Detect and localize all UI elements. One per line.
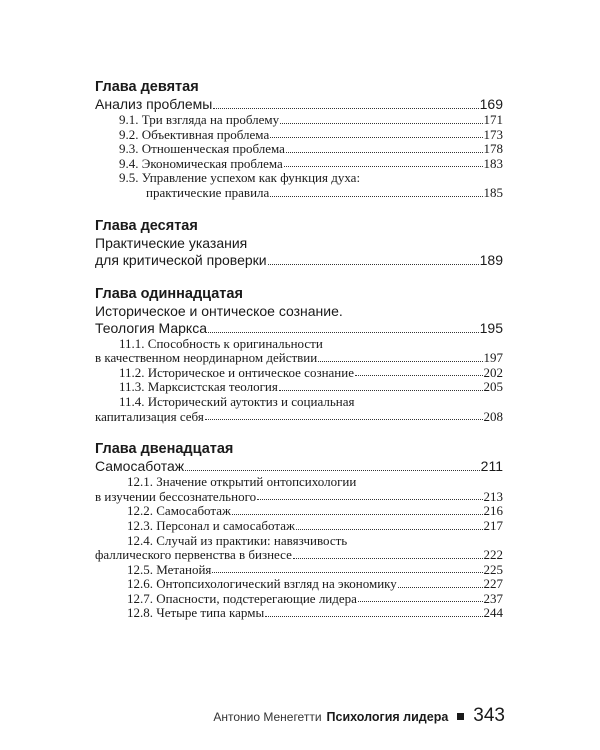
- toc-subsection-entry: [95, 592, 503, 607]
- toc-subsection-entry: [95, 128, 503, 143]
- dot-leader: [355, 375, 483, 376]
- toc-entry-text: 12.7. Опасности, подстерегающие лидера: [127, 590, 357, 606]
- toc-entry-line: [95, 157, 503, 172]
- table-of-contents: [95, 78, 503, 621]
- toc-page-number: 169: [479, 96, 503, 112]
- toc-entry-line: [95, 577, 503, 592]
- toc-entry-line: [95, 351, 503, 366]
- chapter-heading: Глава двенадцатая: [95, 441, 234, 458]
- toc-page-number: 213: [483, 488, 503, 504]
- dot-leader: [280, 123, 482, 124]
- toc-entry-line: [95, 96, 503, 113]
- toc-subsection-entry: [95, 380, 503, 395]
- toc-entry-line: [95, 563, 503, 578]
- toc-entry-text: Практические указания: [95, 234, 248, 251]
- toc-entry-line: [95, 113, 503, 128]
- toc-subsection-entry: [95, 113, 503, 128]
- toc-subsection-entry: [95, 171, 503, 200]
- toc-entry-line: [95, 548, 503, 563]
- toc-entry-line: [95, 519, 503, 534]
- toc-subsection-entry: [95, 563, 503, 578]
- toc-page-number: 237: [483, 590, 503, 606]
- dot-leader: [286, 152, 483, 153]
- toc-entry-text: капитализация себя: [95, 408, 204, 424]
- toc-entry-line: [95, 380, 503, 395]
- toc-entry-text: Анализ проблемы: [95, 96, 213, 112]
- toc-entry-text: 12.5. Метанойя: [127, 561, 212, 577]
- dot-leader: [358, 601, 483, 602]
- dot-leader: [279, 390, 483, 391]
- toc-entry-line: [95, 534, 503, 549]
- toc-entry-text: 12.3. Персонал и самосаботаж: [127, 517, 295, 533]
- toc-page-number: 185: [483, 184, 503, 200]
- toc-page-number: 211: [480, 458, 503, 475]
- toc-entry-text: Самосаботаж: [95, 458, 185, 475]
- toc-entry-text: 9.3. Отношенческая проблема: [119, 141, 285, 157]
- dot-leader: [265, 616, 482, 617]
- toc-page-number: 208: [483, 408, 503, 424]
- toc-page-number: 202: [483, 364, 503, 380]
- toc-page-number: 205: [483, 379, 503, 395]
- toc-page-number: 189: [479, 251, 503, 268]
- toc-entry-line: [95, 142, 503, 157]
- chapter-heading: Глава десятая: [95, 217, 198, 234]
- toc-entry-line: [95, 475, 503, 490]
- toc-subsection-entry: [95, 142, 503, 157]
- toc-page-number: 178: [483, 141, 503, 157]
- dot-leader: [213, 108, 478, 109]
- toc-entry-line: [95, 458, 503, 475]
- footer-author: Антонио Менегетти: [213, 710, 322, 724]
- toc-page-number: 225: [483, 561, 503, 577]
- toc-subsection-entry: [95, 519, 503, 534]
- toc-section-entry: [95, 458, 503, 475]
- toc-section-entry: [95, 235, 503, 269]
- toc-subsection-entry: [95, 606, 503, 621]
- dot-leader: [270, 196, 482, 197]
- toc-entry-text: 11.2. Историческое и онтическое сознание: [119, 364, 354, 380]
- toc-entry-text: 9.5. Управление успехом как функция духа:: [119, 170, 361, 186]
- toc-entry-text: 12.2. Самосаботаж: [127, 503, 231, 519]
- toc-entry-line: [95, 490, 503, 505]
- toc-page-number: 217: [483, 517, 503, 533]
- dot-leader: [205, 419, 483, 420]
- dot-leader: [270, 137, 482, 138]
- toc-entry-line: [95, 395, 503, 410]
- toc-page-number: 216: [483, 503, 503, 519]
- footer-book-title: Психология лидера: [326, 710, 449, 724]
- toc-page-number: 197: [483, 350, 503, 366]
- footer-square-marker: [457, 713, 464, 720]
- toc-entry-line: [95, 337, 503, 352]
- toc-page-number: 222: [483, 547, 503, 563]
- toc-subsection-entry: [95, 157, 503, 172]
- dot-leader: [398, 587, 483, 588]
- toc-page-number: 227: [483, 576, 503, 592]
- chapter-spacer: [95, 201, 503, 217]
- toc-entry-text: фаллического первенства в бизнесе: [95, 547, 292, 563]
- toc-entry-text: для критической проверки: [95, 251, 267, 268]
- toc-page-number: 195: [479, 319, 503, 336]
- chapter-heading: Глава одиннадцатая: [95, 285, 243, 302]
- toc-entry-line: [95, 171, 503, 186]
- toc-entry-text: 12.4. Случай из практики: навязчивость: [127, 532, 348, 548]
- toc-entry-line: [95, 128, 503, 143]
- toc-entry-text: 9.4. Экономическая проблема: [119, 155, 283, 171]
- toc-subsection-entry: [95, 475, 503, 504]
- toc-entry-text: 12.6. Онтопсихологический взгляд на экономику: [127, 576, 397, 592]
- toc-entry-line: [95, 252, 503, 269]
- toc-entry-line: [95, 186, 503, 201]
- toc-entry-text: 12.1. Значение открытий онтопсихологии: [127, 474, 357, 490]
- dot-leader: [257, 499, 482, 500]
- toc-entry-line: [95, 303, 503, 320]
- dot-leader: [232, 514, 483, 515]
- toc-entry-text: 11.4. Исторический аутоктиз и социальная: [119, 393, 355, 409]
- toc-entry-line: [95, 410, 503, 425]
- toc-section-entry: [95, 303, 503, 337]
- toc-subsection-entry: [95, 534, 503, 563]
- toc-entry-text: в качественном неординарном действии: [95, 350, 318, 366]
- toc-entry-text: 9.2. Объективная проблема: [119, 126, 270, 142]
- toc-entry-text: в изучении бессознательного: [95, 488, 257, 504]
- toc-page-number: 244: [483, 605, 503, 621]
- toc-entry-text: практические правила: [146, 184, 270, 200]
- toc-entry-line: [95, 366, 503, 381]
- toc-entry-text: 12.8. Четыре типа кармы: [127, 605, 265, 621]
- toc-entry-text: Историческое и онтическое сознание.: [95, 302, 343, 319]
- page-footer: [213, 705, 505, 727]
- chapter-spacer: [95, 424, 503, 440]
- chapter-heading: Глава девятая: [95, 79, 199, 95]
- toc-entry-line: [95, 606, 503, 621]
- toc-subsection-entry: [95, 395, 503, 424]
- toc-entry-text: Теология Маркса: [95, 319, 207, 336]
- toc-page-number: 171: [483, 112, 503, 127]
- toc-entry-line: [95, 504, 503, 519]
- dot-leader: [268, 264, 479, 265]
- toc-entry-line: [95, 592, 503, 607]
- toc-page-number: 173: [483, 126, 503, 142]
- toc-page-number: 183: [483, 155, 503, 171]
- toc-entry-text: 11.1. Способность к оригинальности: [119, 335, 323, 351]
- toc-entry-line: [95, 235, 503, 252]
- toc-subsection-entry: [95, 577, 503, 592]
- dot-leader: [185, 470, 480, 471]
- dot-leader: [284, 166, 483, 167]
- chapter-spacer: [95, 269, 503, 285]
- dot-leader: [208, 332, 479, 333]
- page-number: 343: [473, 705, 505, 726]
- toc-subsection-entry: [95, 337, 503, 366]
- dot-leader: [212, 572, 482, 573]
- toc-section-entry: [95, 96, 503, 113]
- dot-leader: [296, 529, 483, 530]
- dot-leader: [318, 361, 482, 362]
- toc-entry-line: [95, 320, 503, 337]
- toc-entry-text: 11.3. Марксистская теология: [119, 379, 278, 395]
- toc-entry-text: 9.1. Три взгляда на проблему: [119, 112, 280, 127]
- toc-subsection-entry: [95, 366, 503, 381]
- dot-leader: [293, 558, 483, 559]
- toc-subsection-entry: [95, 504, 503, 519]
